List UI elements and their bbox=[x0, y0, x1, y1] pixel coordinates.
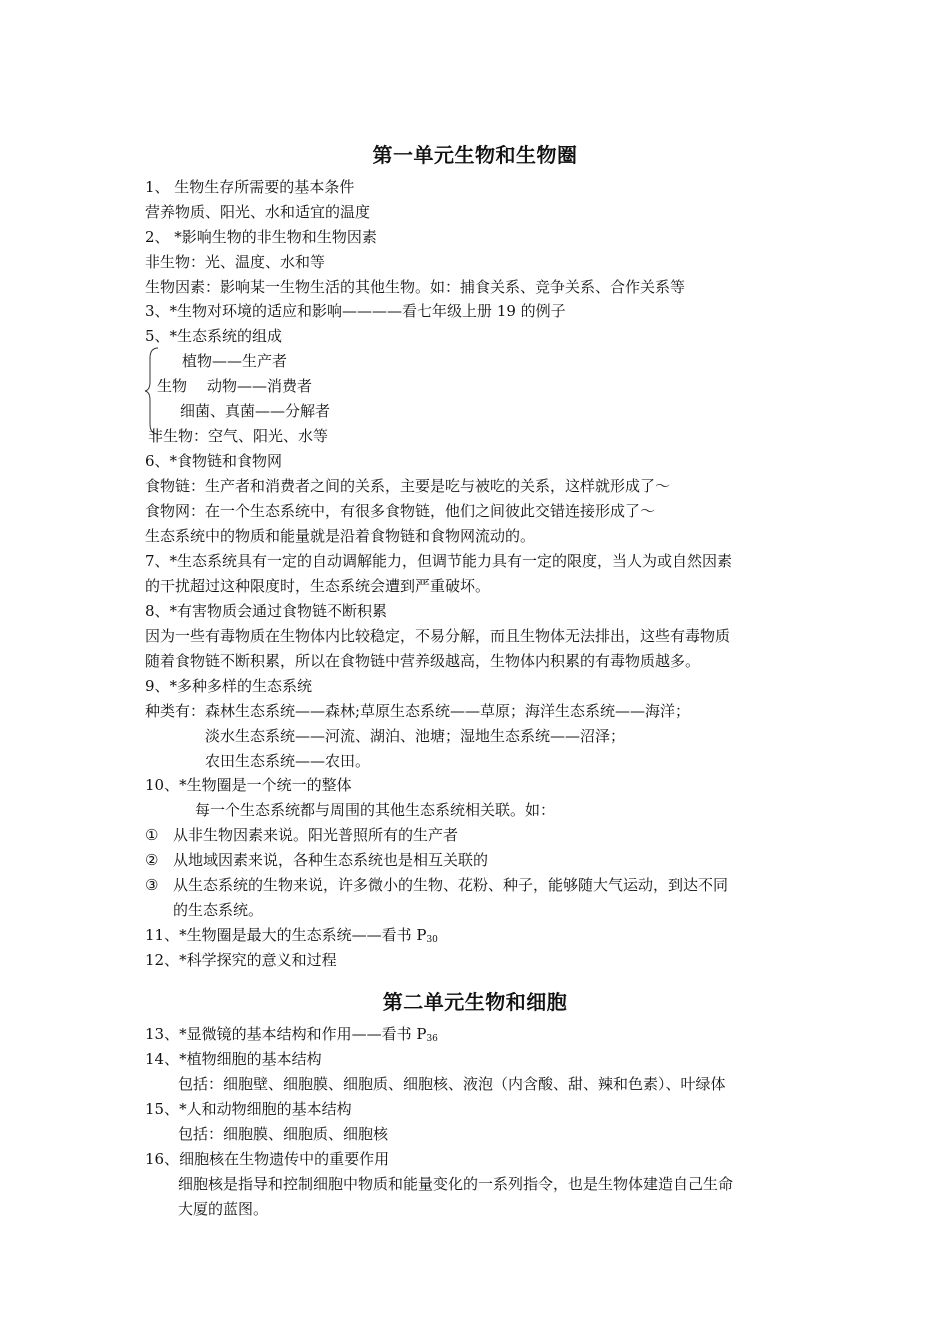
composition-producer: 植物——生产者 bbox=[182, 352, 288, 370]
item-13-text: 13、*显微镜的基本结构和作用——看书 P bbox=[145, 1025, 427, 1043]
item-3-heading: 3、*生物对环境的适应和影响————看七年级上册 19 的例子 bbox=[145, 302, 566, 320]
item-11-text: 11、*生物圈是最大的生态系统——看书 P bbox=[145, 926, 427, 944]
composition-decomposer: 细菌、真菌——分解者 bbox=[180, 402, 331, 420]
item-2-text: 生物因素：影响某一生物生活的其他生物。如：捕食关系、竞争关系、合作关系等 bbox=[145, 278, 686, 296]
item-9-text: 淡水生态系统——河流、湖泊、池塘；湿地生态系统——沼泽； bbox=[205, 727, 626, 745]
list-item bbox=[145, 850, 488, 870]
composition-biotic-label: 生物 bbox=[157, 377, 188, 395]
item-6-text: 食物链：生产者和消费者之间的关系，主要是吃与被吃的关系，这样就形成了～ bbox=[145, 477, 671, 495]
item-8-text: 随着食物链不断积累，所以在食物链中营养级越高，生物体内积累的有毒物质越多。 bbox=[145, 652, 701, 670]
item-6-heading: 6、*食物链和食物网 bbox=[145, 452, 283, 470]
item-12-heading: 12、*科学探究的意义和过程 bbox=[145, 951, 337, 969]
page-ref-subscript: 36 bbox=[426, 1034, 438, 1044]
item-2-heading: 2、 *影响生物的非生物和生物因素 bbox=[145, 228, 377, 246]
item-9-heading: 9、*多种多样的生态系统 bbox=[145, 677, 313, 695]
unit1-title: 第一单元生物和生物圈 bbox=[372, 143, 578, 167]
item-15-heading: 15、*人和动物细胞的基本结构 bbox=[145, 1100, 352, 1118]
item-7-heading: 7、*生态系统具有一定的自动调解能力，但调节能力具有一定的限度，当人为或自然因素 bbox=[145, 552, 733, 570]
item-15-text: 包括：细胞膜、细胞质、细胞核 bbox=[178, 1125, 389, 1143]
item-6-text: 食物网：在一个生态系统中，有很多食物链，他们之间彼此交错连接形成了～ bbox=[145, 502, 656, 520]
item-5-heading: 5、*生态系统的组成 bbox=[145, 327, 283, 345]
item-7-text: 的干扰超过这种限度时，生态系统会遭到严重破坏。 bbox=[145, 577, 491, 595]
item-6-text: 生态系统中的物质和能量就是沿着食物链和食物网流动的。 bbox=[145, 527, 536, 545]
item-10-text: 每一个生态系统都与周围的其他生态系统相关联。如： bbox=[195, 801, 556, 819]
list-marker: ② bbox=[145, 851, 159, 869]
item-16-text: 细胞核是指导和控制细胞中物质和能量变化的一系列指令，也是生物体建造自己生命 bbox=[178, 1175, 734, 1193]
list-item-continuation: 的生态系统。 bbox=[173, 901, 264, 919]
item-10-heading: 10、*生物圈是一个统一的整体 bbox=[145, 776, 352, 794]
item-1-heading: 1、 生物生存所需要的基本条件 bbox=[145, 178, 355, 196]
item-14-heading: 14、*植物细胞的基本结构 bbox=[145, 1050, 322, 1068]
item-16-heading: 16、细胞核在生物遗传中的重要作用 bbox=[145, 1150, 390, 1168]
item-2-text: 非生物：光、温度、水和等 bbox=[145, 253, 326, 271]
item-11-heading bbox=[145, 925, 438, 950]
list-item-text: 从生态系统的生物来说，许多微小的生物、花粉、种子，能够随大气运动，到达不同 bbox=[173, 876, 729, 894]
item-8-heading: 8、*有害物质会通过食物链不断积累 bbox=[145, 602, 388, 620]
composition-consumer: 动物——消费者 bbox=[207, 377, 313, 395]
item-14-text: 包括：细胞壁、细胞膜、细胞质、细胞核、液泡（内含酸、甜、辣和色素）、叶绿体 bbox=[178, 1075, 726, 1093]
composition-abiotic: 非生物：空气、阳光、水等 bbox=[148, 427, 329, 445]
list-item-text: 从地域因素来说，各种生态系统也是相互关联的 bbox=[173, 851, 489, 869]
unit2-title: 第二单元生物和细胞 bbox=[382, 990, 568, 1014]
page-ref-subscript: 30 bbox=[426, 935, 438, 945]
item-16-text: 大厦的蓝图。 bbox=[178, 1200, 269, 1218]
list-marker: ③ bbox=[145, 876, 159, 894]
item-8-text: 因为一些有毒物质在生物体内比较稳定，不易分解，而且生物体无法排出，这些有毒物质 bbox=[145, 627, 731, 645]
list-item bbox=[145, 875, 728, 895]
list-marker: ① bbox=[145, 826, 159, 844]
item-1-text: 营养物质、阳光、水和适宜的温度 bbox=[145, 203, 371, 221]
list-item-text: 从非生物因素来说。阳光普照所有的生产者 bbox=[173, 826, 459, 844]
item-13-heading bbox=[145, 1024, 438, 1049]
list-item bbox=[145, 825, 458, 845]
item-9-text: 种类有：森林生态系统——森林;草原生态系统——草原；海洋生态系统——海洋； bbox=[145, 702, 691, 720]
item-9-text: 农田生态系统——农田。 bbox=[205, 752, 371, 770]
